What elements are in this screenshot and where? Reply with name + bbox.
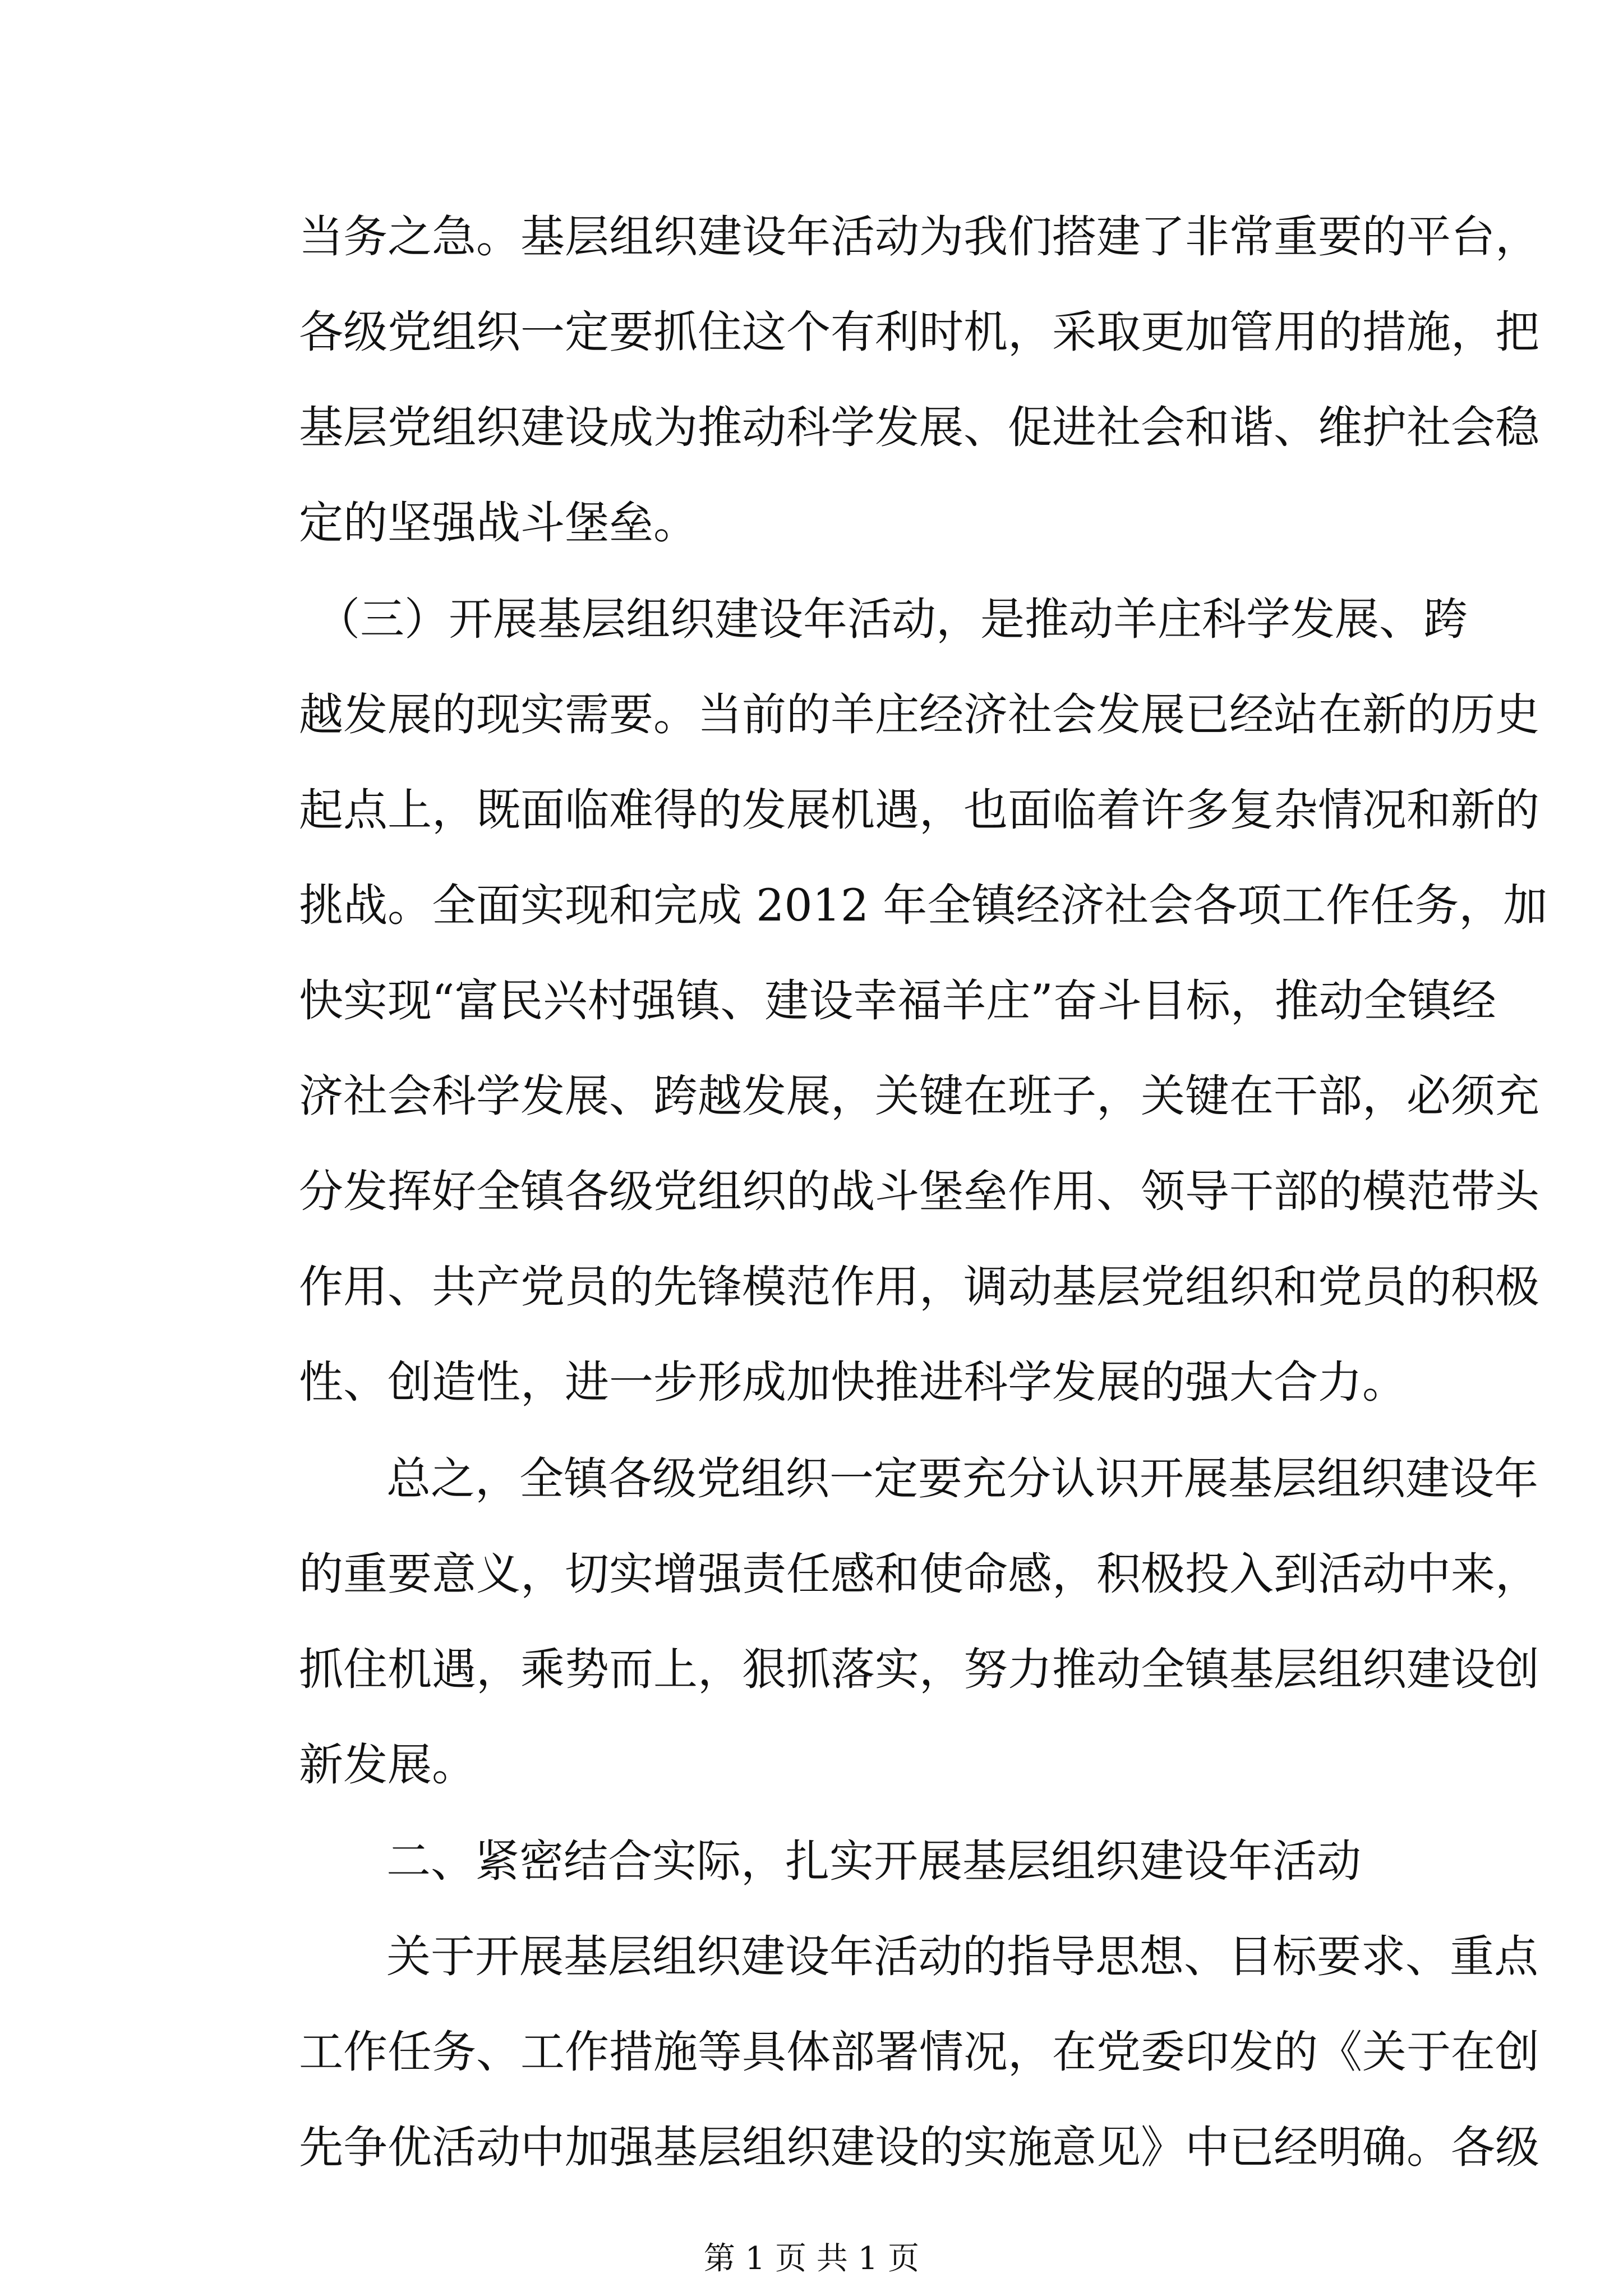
paragraph-line: 快实现“富民兴村强镇、建设幸福羊庄”奋斗目标，推动全镇经 — [299, 975, 1496, 1027]
paragraph-line: 基层党组织建设成为推动科学发展、促进社会和谐、维护社会稳 — [299, 402, 1539, 453]
page-footer: 第 1 页 共 1 页 — [703, 2240, 920, 2277]
paragraph-line: 越发展的现实需要。当前的羊庄经济社会发展已经站在新的历史 — [299, 689, 1539, 740]
paragraph-line: 工作任务、工作措施等具体部署情况，在党委印发的《关于在创 — [299, 2026, 1539, 2078]
paragraph-line: 各级党组织一定要抓住这个有利时机，采取更加管用的措施，把 — [299, 306, 1539, 358]
paragraph-line: 的重要意义，切实增强责任感和使命感，积极投入到活动中来， — [299, 1548, 1539, 1600]
paragraph-line: 定的坚强战斗堡垒。 — [299, 497, 698, 549]
paragraph-line: 总之，全镇各级党组织一定要充分认识开展基层组织建设年 — [386, 1453, 1538, 1504]
paragraph-line: （三）开展基层组织建设年活动，是推动羊庄科学发展、跨 — [316, 593, 1468, 645]
paragraph-line: 济社会科学发展、跨越发展，关键在班子，关键在干部，必须充 — [299, 1070, 1539, 1122]
paragraph-line: 起点上，既面临难得的发展机遇，也面临着许多复杂情况和新的 — [299, 784, 1539, 836]
paragraph-line: 先争优活动中加强基层组织建设的实施意见》中已经明确。各级 — [299, 2122, 1539, 2173]
paragraph-line: 新发展。 — [299, 1739, 476, 1791]
paragraph-line: 抓住机遇，乘势而上，狠抓落实，努力推动全镇基层组织建设创 — [299, 1644, 1539, 1695]
paragraph-line: 性、创造性，进一步形成加快推进科学发展的强大合力。 — [299, 1356, 1407, 1408]
paragraph-line: 当务之急。基层组织建设年活动为我们搭建了非常重要的平台， — [299, 211, 1539, 263]
paragraph-line: 挑战。全面实现和完成 2012 年全镇经济社会各项工作任务，加 — [299, 880, 1548, 931]
paragraph-line: 关于开展基层组织建设年活动的指导思想、目标要求、重点 — [386, 1931, 1538, 1982]
section-heading: 二、紧密结合实际，扎实开展基层组织建设年活动 — [386, 1835, 1361, 1887]
paragraph-line: 作用、共产党员的先锋模范作用，调动基层党组织和党员的积极 — [299, 1261, 1539, 1313]
paragraph-line: 分发挥好全镇各级党组织的战斗堡垒作用、领导干部的模范带头 — [299, 1166, 1539, 1217]
